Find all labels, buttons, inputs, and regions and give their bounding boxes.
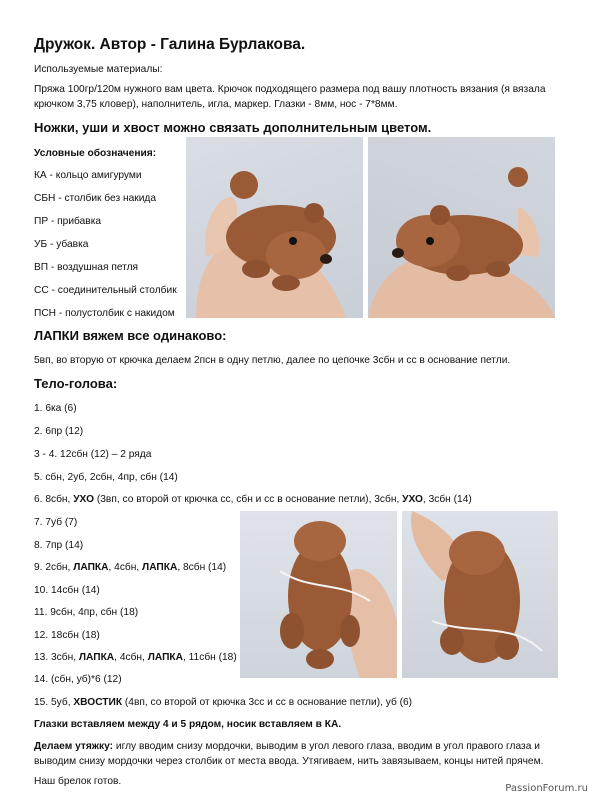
legend-item: КА - кольцо амигуруми — [34, 170, 142, 181]
row-2: 2. 6пр (12) — [34, 426, 84, 437]
row-12: 12. 18сбн (18) — [34, 630, 100, 641]
photo-toy-in-hand-left — [186, 137, 363, 318]
paws-text: 5вп, во вторую от крючка делаем 2псн в одну петлю, далее по цепочке 3сбн и сс в основание петли. — [34, 355, 511, 366]
photo-toy-held-left — [240, 511, 397, 678]
row-3-4: 3 - 4. 12сбн (12) – 2 ряда — [34, 449, 152, 460]
materials-text-line-2: крючком 3,75 кловер), наполнитель, игла, маркер. Глазки - 8мм, нос - 7*8мм. — [34, 99, 398, 110]
page-title: Дружок. Автор - Галина Бурлакова. — [34, 36, 306, 53]
materials-label: Используемые материалы: — [34, 64, 163, 75]
legend-item: СС - соединительный столбик — [34, 285, 177, 296]
photo-toy-in-hand-right — [368, 137, 555, 318]
row-15: 15. 5уб, ХВОСТИК (4вп, со второй от крючка 3сс и сс в основание петли), уб (6) — [34, 697, 413, 708]
legend-item: СБН - столбик без накида — [34, 193, 157, 204]
row-6: 6. 8сбн, УХО (3вп, со второй от крючка сс, сбн и сс в основание петли), 3сбн, УХО, 3сбн (14) — [34, 494, 472, 505]
row-11: 11. 9сбн, 4пр, сбн (18) — [34, 607, 139, 618]
materials-text-line-1: Пряжа 100гр/120м нужного вам цвета. Крючок подходящего размера под вашу плотность вязания (я вязала — [34, 84, 546, 95]
eyes-note: Глазки вставляем между 4 и 5 рядом, носик вставляем в КА. — [34, 719, 342, 730]
legend-item: УБ - убавка — [34, 239, 89, 250]
final-note: Наш брелок готов. — [34, 776, 122, 787]
row-9: 9. 2сбн, ЛАПКА, 4сбн, ЛАПКА, 8сбн (14) — [34, 562, 227, 573]
row-14: 14. (сбн, уб)*6 (12) — [34, 674, 122, 685]
legend-title: Условные обозначения: — [34, 148, 157, 159]
row-1: 1. 6ка (6) — [34, 403, 77, 414]
row-5: 5. сбн, 2уб, 2сбн, 4пр, сбн (14) — [34, 472, 178, 483]
legend-item: ПР - прибавка — [34, 216, 102, 227]
row-10: 10. 14сбн (14) — [34, 585, 100, 596]
watermark: PassionForum.ru — [505, 783, 588, 794]
row-8: 8. 7пр (14) — [34, 540, 84, 551]
body-heading: Тело-голова: — [34, 376, 118, 391]
color-note-heading: Ножки, уши и хвост можно связать дополнительным цветом. — [34, 120, 432, 135]
paws-heading: ЛАПКИ вяжем все одинаково: — [34, 328, 227, 343]
photo-toy-held-right — [402, 511, 558, 678]
legend-item: ВП - воздушная петля — [34, 262, 139, 273]
tighten-line-1: Делаем утяжку: иглу вводим снизу мордочки, выводим в угол левого глаза, вводим в угол правого глаза и — [34, 741, 540, 752]
tighten-line-2: выводим снизу мордочки через столбик от места ввода. Утягиваем, нить завязываем, концы нитей прячем. — [34, 756, 544, 767]
legend-item: ПСН - полустолбик с накидом — [34, 308, 175, 319]
row-7: 7. 7уб (7) — [34, 517, 78, 528]
row-13: 13. 3сбн, ЛАПКА, 4сбн, ЛАПКА, 11сбн (18) — [34, 652, 237, 663]
